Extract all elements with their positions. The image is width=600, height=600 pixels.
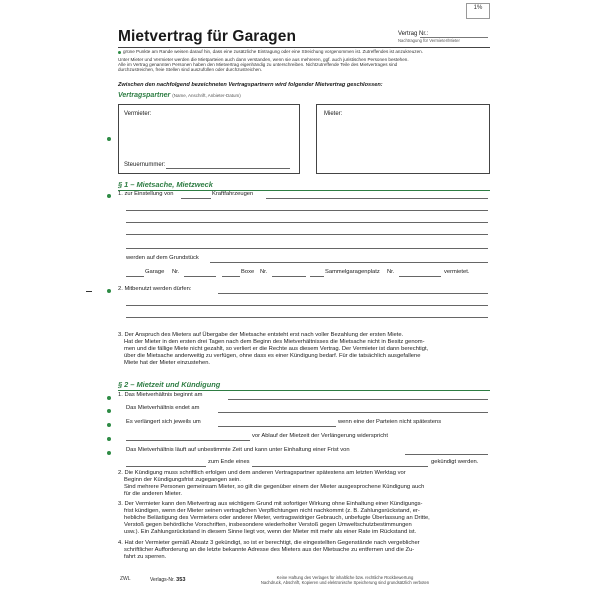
- extension-field[interactable]: [218, 426, 336, 427]
- s1-line[interactable]: [126, 222, 488, 223]
- box-no-field[interactable]: [272, 276, 306, 277]
- terminated-label: gekündigt werden.: [431, 459, 479, 465]
- form-number: Verlags-Nr. 353: [150, 577, 186, 583]
- section-2-heading: § 2 – Mietzeit und Kündigung: [118, 380, 221, 389]
- green-dot-icon: [107, 194, 111, 198]
- s1-line[interactable]: [126, 234, 488, 235]
- s1-p2-line[interactable]: [126, 305, 488, 306]
- end-date-label: Das Mietverhältnis endet am: [126, 405, 200, 411]
- parking-count-field[interactable]: [310, 276, 324, 277]
- green-dot-icon: [118, 51, 121, 54]
- green-dot-icon: [107, 451, 111, 455]
- notice-end-label: zum Ende eines: [208, 459, 250, 465]
- page-title: Mietvertrag für Garagen: [118, 28, 297, 45]
- parking-label: Sammelgaragenplatz: [325, 269, 380, 275]
- s1-p2-text: 2. Mitbenutzt werden dürfen:: [118, 286, 192, 292]
- s1-p3-text: 3. Der Anspruch des Mieters auf Übergabe der Mietsache entsteht erst nach voller Bezahlung der ersten Miete. Hat der Mieter in den ersten drei Tagen nach dem Beginn des Mietverhältnisses die Mietsache nicht in Besitz genom- men und die fällige Miete nicht gezahlt, so verliert er die Rechte aus diesem Vertrag. Der Vermieter ist dann berechtigt, über die Mietsache anderweitig zu verfügen, ohne dass es einer Kündigung bedarf. Für die tatsächlich ausgefallene Miete hat der Mieter einzustehen.: [118, 332, 429, 366]
- s2-p3-text: 3. Der Vermieter kann den Mietvertrag aus wichtigem Grund mit sofortiger Wirkung ohne Einhaltung einer Kündigungs- frist kündigen, wenn der Mieter seinen vertraglichen Verpflichtungen nicht nachkommt (z. B. Zahlungsrückstand, er- hebliche Belästigung des Vermieters oder anderer Mieter, vertragswidriger Gebrauch, unbefugte Überlassung an Dritte, Verstoß gegen behördliche Vorschriften, insbesondere wiederholter Verstoß gegen Umweltschutzbestimmungen usw.). Ein Zahlungsrückstand in diesem Sinne liegt vor, wenn der Mieter mit mehr als einer Rate im Rückstand ist.: [118, 501, 430, 535]
- intro-line-2: Unter Mieter und Vermieter werden die Mietparteien auch dann verstanden, wenn sie aus mehreren, ggf. auch juristischen Personen bestehen.: [118, 57, 409, 62]
- contract-number-label: Vertrag Nr.:: [398, 31, 429, 37]
- s2-p2-text: 2. Die Kündigung muss schriftlich erfolgen und dem anderen Vertragspartner spätestens am letzten Werktag vor Beginn der Kündigungsfrist zugegangen sein. Sind mehrere Personen gemeinsam Mieter, so gilt die gegenüber einem der Mieter ausgesprochene Kündigung auch für die anderen Mieter.: [118, 470, 425, 497]
- footer-logo: ZWL: [120, 576, 131, 582]
- indefinite-term-text: Das Mietverhältnis läuft auf unbestimmte Zeit und kann unter Einhaltung einer Frist von: [126, 447, 350, 453]
- tax-number-field[interactable]: [166, 168, 290, 169]
- s1-p1-vehicles: Kraftfahrzeugen: [212, 191, 254, 197]
- contract-number-note: Nachtragung für Vermieter/Mieter: [398, 38, 460, 43]
- intro-line-4: durchzustreichen, freie Stellen sind auszufüllen oder durchzustreichen.: [118, 67, 263, 72]
- notice-unit-field[interactable]: [126, 466, 206, 467]
- garage-count-field[interactable]: [126, 276, 144, 277]
- vehicle-count-field[interactable]: [181, 198, 211, 199]
- objection-text: vor Ablauf der Mietzeit der Verlängerung widerspricht: [252, 433, 388, 439]
- title-rule: [118, 47, 490, 48]
- s1-line[interactable]: [126, 210, 488, 211]
- section-1-heading: § 1 – Mietsache, Mietzweck: [118, 180, 213, 189]
- start-date-field[interactable]: [228, 399, 488, 400]
- objection-period-field[interactable]: [126, 440, 250, 441]
- property-field[interactable]: [210, 262, 488, 263]
- extension-condition: wenn eine der Parteien nicht spätestens: [338, 419, 442, 425]
- start-date-label: 1. Das Mietverhältnis beginnt am: [118, 392, 203, 398]
- s1-line[interactable]: [126, 248, 488, 249]
- s1-p1-property: werden auf dem Grundstück: [126, 255, 199, 261]
- landlord-label: Vermieter:: [124, 111, 152, 117]
- end-date-field[interactable]: [218, 412, 488, 413]
- shared-use-field[interactable]: [218, 293, 488, 294]
- s2-p4-text: 4. Hat der Vermieter gemäß Absatz 3 gekündigt, so ist er berechtigt, die eingestellten Gegenstände nach vergeblicher schriftlicher Aufforderung an die letzte bekannte Adresse des Mieters aus der Mietsache zu entfernen und die Zu- fahrt zu sperren.: [118, 540, 420, 560]
- box-label: Boxe: [241, 269, 255, 275]
- fold-mark: [86, 291, 92, 292]
- notice-period-field[interactable]: [405, 454, 488, 455]
- parking-no-label: Nr.: [387, 269, 395, 275]
- green-dot-icon: [107, 137, 111, 141]
- green-dot-icon: [107, 437, 111, 441]
- intro-line-1: grüne Punkte am Rande weisen darauf hin, dass eine zusätzliche Eintragung oder eine Streichung vorgenommen ist. Zutreffendes ist anzukreuzen.: [123, 49, 423, 54]
- garage-label: Garage: [145, 269, 165, 275]
- green-dot-icon: [107, 423, 111, 427]
- section-2-rule: [118, 390, 490, 391]
- garage-no-label: Nr.: [172, 269, 180, 275]
- parking-no-field[interactable]: [399, 276, 441, 277]
- s1-p2-line[interactable]: [126, 317, 488, 318]
- intro-line-3: Alle im Vertrag genannten Personen haben den Mietvertrag eigenhändig zu unterschreiben. Nichtzutreffende Teile des Mietvertrages sind: [118, 62, 398, 67]
- tax-number-label: Steuernummer:: [124, 162, 166, 168]
- parties-intro: Zwischen den nachfolgend bezeichneten Vertragspartnern wird folgender Mietvertrag geschlossen:: [118, 82, 383, 88]
- tenant-label: Mieter:: [324, 111, 343, 117]
- section-1-rule: [118, 190, 490, 191]
- footer-disclaimer: Keine Haftung des Verlages für inhaltliche bzw. rechtliche Rückbewertung Nachdruck, Abschrift, Kopieren und elektronische Speicherung sind grundsätzlich verboten: [260, 575, 430, 585]
- box-count-field[interactable]: [222, 276, 240, 277]
- publisher-logo: 1%: [466, 3, 490, 19]
- notice-end-field[interactable]: [252, 466, 428, 467]
- green-dot-icon: [107, 289, 111, 293]
- vehicle-type-field[interactable]: [266, 198, 488, 199]
- parties-heading: Vertragspartner (Name, Anschrift, Anbieter-Datum): [118, 92, 241, 99]
- s1-p1-text: 1. zur Einstellung von: [118, 191, 174, 197]
- green-dot-icon: [107, 396, 111, 400]
- garage-no-field[interactable]: [184, 276, 216, 277]
- box-no-label: Nr.: [260, 269, 268, 275]
- rented-label: vermietet.: [444, 269, 470, 275]
- green-dot-icon: [107, 409, 111, 413]
- extension-label: Es verlängert sich jeweils um: [126, 419, 201, 425]
